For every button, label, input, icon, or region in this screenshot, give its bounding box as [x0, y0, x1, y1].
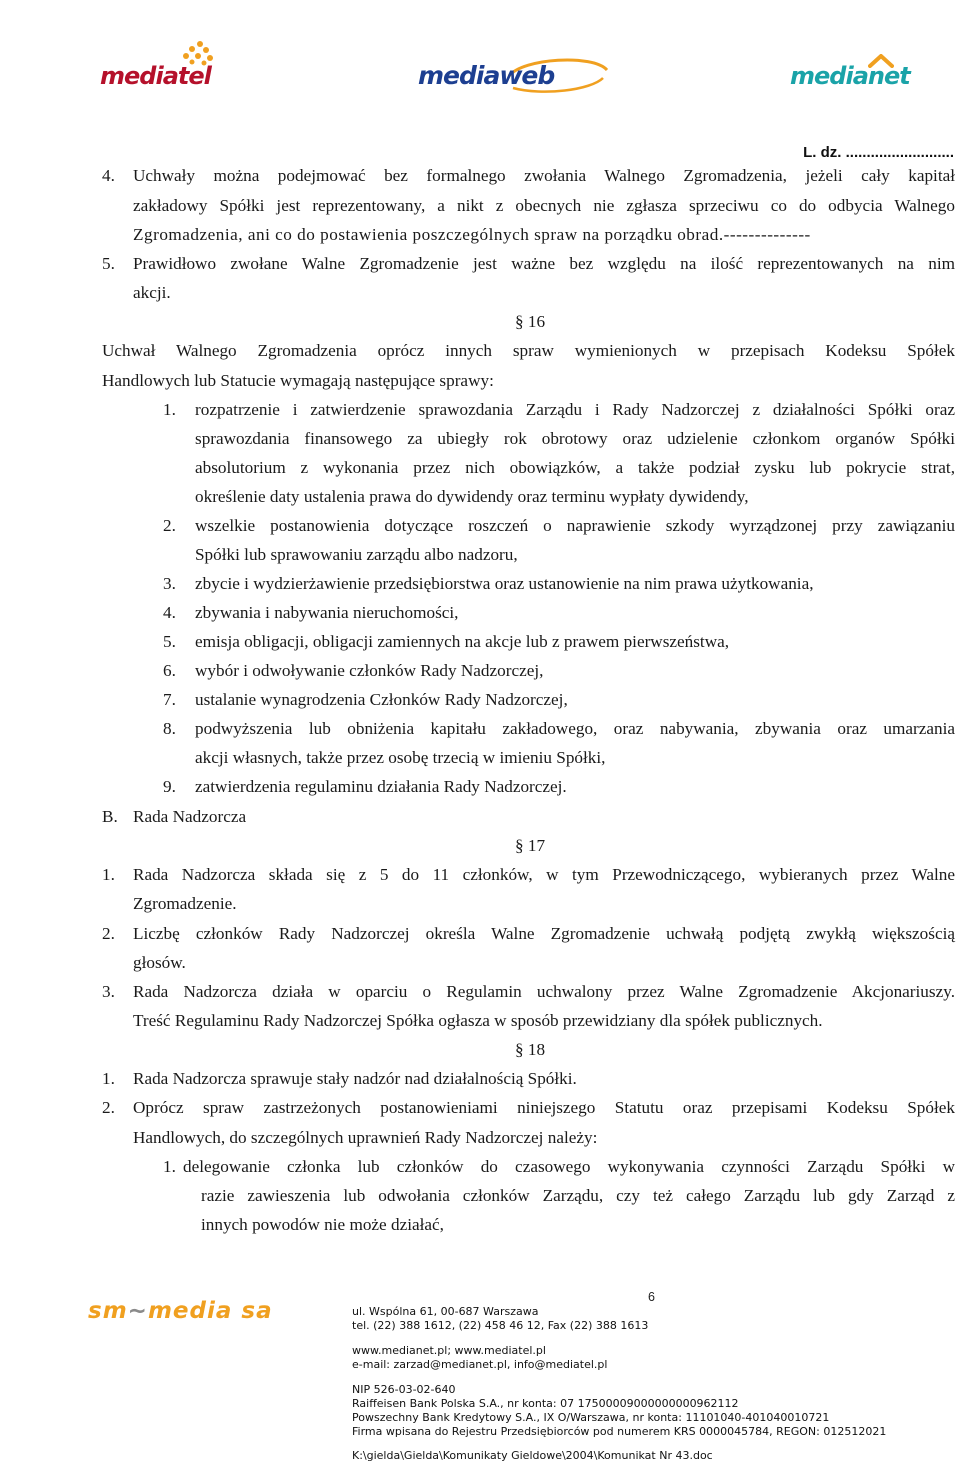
list-item-line: delegowanie członka lub członków do czasowego wykonywania czynności Zarządu Spółki w [183, 1157, 955, 1176]
list-number: 9. [163, 777, 176, 796]
footer-bank-1: Raiffeisen Bank Polska S.A., nr konta: 07 17500009000000000962112 [352, 1397, 739, 1410]
footer-email: e-mail: zarzad@medianet.pl, info@mediatel.pl [352, 1358, 608, 1371]
paragraph-line: Prawidłowo zwołane Walne Zgromadzenie jest ważne bez względu na ilość reprezentowanych na nim [133, 254, 955, 273]
footer-phone: tel. (22) 388 1612, (22) 458 46 12, Fax (22) 388 1613 [352, 1319, 649, 1332]
list-number: 2. [102, 924, 115, 943]
paragraph-line: Rada Nadzorcza działa w oparciu o Regulamin uchwalony przez Walne Zgromadzenie Akcjonariuszy. [133, 982, 955, 1001]
paragraph-line: zakładowy Spółki jest reprezentowany, a nikt z obecnych nie zgłasza sprzeciwu co do odbycia Walnego [133, 196, 955, 215]
paragraph-line: Uchwał Walnego Zgromadzenia oprócz innych spraw wymienionych w przepisach Kodeksu Spółek [102, 341, 955, 360]
list-number: 4. [163, 603, 176, 622]
list-number: 1. [163, 1157, 176, 1176]
paragraph-line: Handlowych, do szczególnych uprawnień Rady Nadzorczej należy: [133, 1128, 598, 1147]
reference-number: L. dz. .......................... [803, 144, 954, 161]
list-item-line: absolutorium z wykonania przez nich obowiązków, a także podział zysku lub pokrycie strat, [195, 458, 955, 477]
list-number: 4. [102, 166, 115, 185]
list-item-line: akcji własnych, także przez osobę trzecią w imieniu Spółki, [195, 748, 606, 767]
list-number: 7. [163, 690, 176, 709]
list-number: 6. [163, 661, 176, 680]
section-heading: § 16 [514, 312, 546, 331]
list-item-line: podwyższenia lub obniżenia kapitału zakładowego, oraz nabywania, zbywania oraz umarzania [195, 719, 955, 738]
sm-media-logo-part: sa [241, 1298, 273, 1324]
list-item-line: rozpatrzenie i zatwierdzenie sprawozdania Zarządu i Rady Nadzorczej z działalności Spółki oraz [195, 400, 955, 419]
paragraph-line: Zgromadzenie. [133, 894, 237, 913]
list-number: 3. [163, 574, 176, 593]
list-item-line: wybór i odwoływanie członków Rady Nadzorczej, [195, 661, 544, 680]
list-number: 8. [163, 719, 176, 738]
page-number: 6 [648, 1290, 655, 1304]
paragraph-line: Zgromadzenia, ani co do postawienia poszczególnych spraw na porządku obrad.-------------- [133, 225, 811, 244]
list-item-line: zbywania i nabywania nieruchomości, [195, 603, 459, 622]
list-item-line: zbycie i wydzierżawienie przedsiębiorstwa oraz ustanowienie na nim prawa użytkowania, [195, 574, 814, 593]
chapter-letter: B. [102, 807, 118, 826]
footer-file-path: K:\gielda\Gielda\Komunikaty Gieldowe\2004\Komunikat Nr 43.doc [352, 1449, 713, 1462]
paragraph-line: głosów. [133, 953, 186, 972]
paragraph-line: Rada Nadzorcza sprawuje stały nadzór nad działalnością Spółki. [133, 1069, 577, 1088]
medianet-wordmark: medianet [790, 62, 910, 90]
footer-nip: NIP 526-03-02-640 [352, 1383, 456, 1396]
list-item-line: emisja obligacji, obligacji zamiennych na akcje lub z prawem pierwszeństwa, [195, 632, 730, 651]
paragraph-line: akcji. [133, 283, 171, 302]
sm-media-logo-part: sm [88, 1298, 128, 1324]
footer-bank-2: Powszechny Bank Kredytowy S.A., IX O/Warszawa, nr konta: 11101040-401040010721 [352, 1411, 830, 1424]
chapter-heading: Rada Nadzorcza [133, 807, 247, 826]
section-heading: § 17 [514, 836, 546, 855]
footer-address: ul. Wspólna 61, 00-687 Warszawa [352, 1305, 539, 1318]
section-heading: § 18 [514, 1040, 546, 1059]
sm-media-sa-logo: sm~media sa [88, 1298, 273, 1324]
list-number: 3. [102, 982, 115, 1001]
mediaweb-logo [418, 40, 618, 90]
mediatel-wordmark: mediatel [100, 62, 211, 90]
list-item-line: sprawozdania finansowego za ubiegły rok obrotowy oraz udzielenie członkom organów Spółki [195, 429, 955, 448]
footer-web: www.medianet.pl; www.mediatel.pl [352, 1344, 546, 1357]
list-item-line: razie zawieszenia lub odwołania członków Zarządu, czy też całego Zarządu lub gdy Zarząd z [201, 1186, 955, 1205]
paragraph-line: Treść Regulaminu Rady Nadzorczej Spółka ogłasza w sposób przewidziany dla spółek publicznych. [133, 1011, 823, 1030]
medianet-logo [790, 40, 960, 90]
list-number: 1. [163, 400, 176, 419]
list-item-line: wszelkie postanowienia dotyczące roszczeń o naprawienie szkody wyrządzonej przy zawiązaniu [195, 516, 955, 535]
paragraph-line: Liczbę członków Rady Nadzorczej określa Walne Zgromadzenie uchwałą podjętą zwykłą większością [133, 924, 955, 943]
paragraph-line: Handlowych lub Statucie wymagają następujące sprawy: [102, 371, 494, 390]
list-item-line: określenie daty ustalenia prawa do dywidendy oraz terminu wypłaty dywidendy, [195, 487, 749, 506]
paragraph-line: Oprócz spraw zastrzeżonych postanowieniami niniejszego Statutu oraz przepisami Kodeksu Spółek [133, 1098, 955, 1117]
list-number: 2. [102, 1098, 115, 1117]
sm-media-logo-part: media [147, 1298, 233, 1324]
mediatel-logo [100, 40, 270, 90]
footer-krs: Firma wpisana do Rejestru Przedsiębiorców pod numerem KRS 0000045784, REGON: 012512021 [352, 1425, 887, 1438]
list-number: 1. [102, 865, 115, 884]
list-item-line: innych powodów nie może działać, [201, 1215, 444, 1234]
paragraph-line: Uchwały można podejmować bez formalnego zwołania Walnego Zgromadzenia, jeżeli cały kapitał [133, 166, 955, 185]
list-item-line: ustalanie wynagrodzenia Członków Rady Nadzorczej, [195, 690, 568, 709]
paragraph-line: Rada Nadzorcza składa się z 5 do 11 członków, w tym Przewodniczącego, wybieranych przez Walne [133, 865, 955, 884]
list-item-line: zatwierdzenia regulaminu działania Rady Nadzorczej. [195, 777, 567, 796]
list-number: 5. [163, 632, 176, 651]
list-number: 2. [163, 516, 176, 535]
list-item-line: Spółki lub sprawowaniu zarządu albo nadzoru, [195, 545, 518, 564]
mediaweb-wordmark: mediaweb [418, 61, 555, 90]
list-number: 1. [102, 1069, 115, 1088]
list-number: 5. [102, 254, 115, 273]
